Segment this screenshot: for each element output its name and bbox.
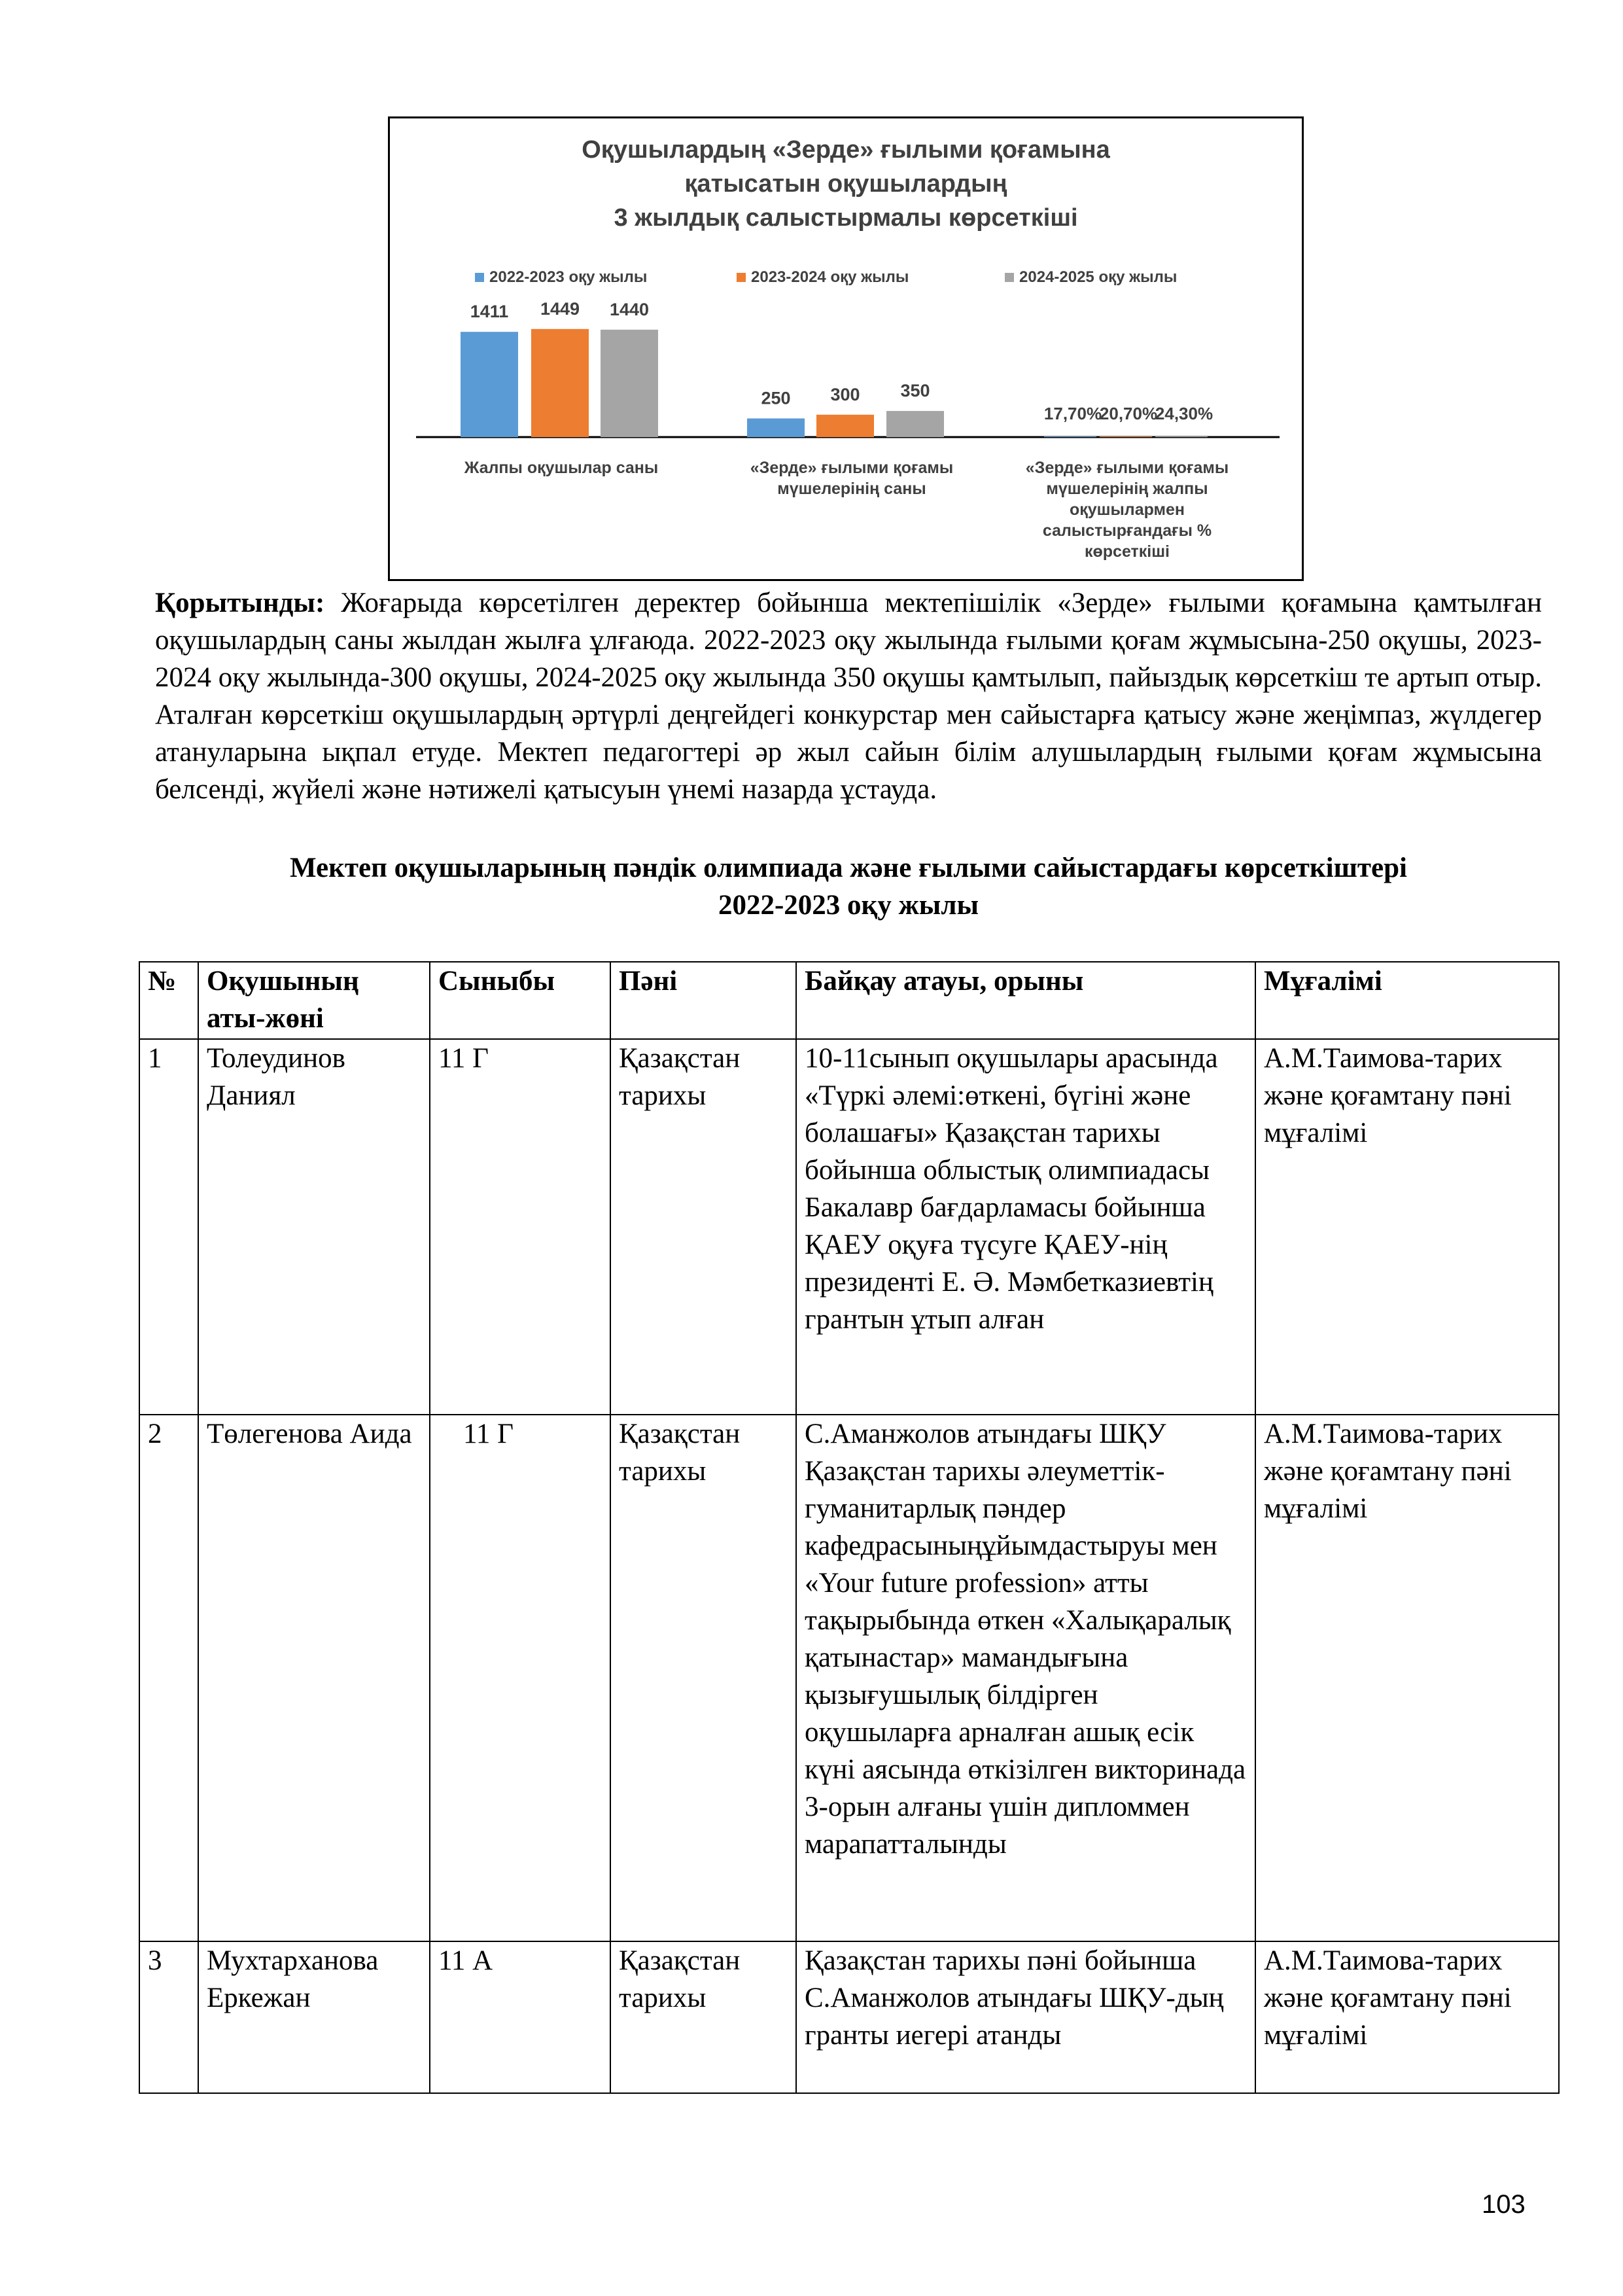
bar-data-label: 24,30% bbox=[1155, 404, 1213, 423]
cell-contest: Қазақстан тарихы пәні бойынша С.Аманжолов атындағы ШҚУ-дың гранты иегері атанды bbox=[796, 1941, 1255, 2093]
cell-student-name: Төлегенова Аида bbox=[198, 1415, 430, 1941]
cell-subject: Қазақстан тарихы bbox=[610, 1415, 796, 1941]
cell-teacher: А.М.Таимова-тарих және қоғамтану пәні мұғалімі bbox=[1255, 1941, 1559, 2093]
section-title: Мектеп оқушыларының пәндік олимпиада және ғылыми сайыстардағы көрсеткіштері bbox=[289, 853, 1407, 883]
bar-chart bbox=[390, 118, 1302, 579]
header-teacher: Мұғалімі bbox=[1255, 962, 1559, 1039]
table-header-row bbox=[139, 962, 1559, 1039]
chart-container bbox=[388, 116, 1304, 581]
table-row bbox=[139, 1415, 1559, 1941]
table-row bbox=[139, 1039, 1559, 1415]
chart-bar bbox=[816, 415, 874, 437]
results-table bbox=[139, 961, 1560, 2094]
cell-teacher: А.М.Таимова-тарих және қоғамтану пәні мұғалімі bbox=[1255, 1415, 1559, 1941]
bar-data-label: 20,70% bbox=[1099, 404, 1158, 423]
category-label: мүшелерінің жалпы bbox=[1046, 480, 1208, 498]
cell-contest: С.Аманжолов атындағы ШҚУ Қазақстан тарихы әлеуметтік-гуманитарлық пәндер кафедрасыныңұйымдастыруы мен «Your future profession» атты тақырыбында өткен «Халықаралық қатынастар» мамандығына қызығушылық білдірген оқушыларға арналған ашық есік күні аясында өткізілген викторинада 3-орын алғаны үшін дипломмен марапатталынды bbox=[796, 1415, 1255, 1941]
chart-title-line: Оқушылардың «Зерде» ғылыми қоғамына bbox=[582, 136, 1110, 164]
table-row bbox=[139, 1941, 1559, 2093]
cell-grade: 11 А bbox=[430, 1941, 610, 2093]
category-label: көрсеткіші bbox=[1084, 542, 1170, 561]
category-label: «Зерде» ғылыми қоғамы bbox=[750, 459, 954, 477]
cell-teacher: А.М.Таимова-тарих және қоғамтану пәні мұғалімі bbox=[1255, 1039, 1559, 1415]
cell-student-name: Мухтарханова Еркежан bbox=[198, 1941, 430, 2093]
cell-grade-wrap bbox=[430, 1415, 610, 1941]
cell-number: 3 bbox=[139, 1941, 198, 2093]
header-contest: Байқау атауы, орыны bbox=[796, 962, 1255, 1039]
conclusion-paragraph bbox=[155, 584, 1542, 808]
chart-bar bbox=[1044, 436, 1096, 437]
chart-bar bbox=[531, 329, 589, 437]
chart-bar bbox=[747, 419, 805, 438]
cell-subject: Қазақстан тарихы bbox=[610, 1039, 796, 1415]
category-label: салыстырғандағы % bbox=[1042, 521, 1212, 540]
bar-data-label: 350 bbox=[900, 381, 930, 401]
chart-title-line: 3 жылдық салыстырмалы көрсеткіші bbox=[614, 204, 1078, 232]
cell-contest: 10-11сынып оқушылары арасында «Түркі әлемі:өткені, бүгіні және болашағы» Қазақстан тарихы бойынша облыстық олимпиадасы Бакалавр бағдарламасы бойынша ҚАЕУ оқуға түсуге ҚАЕУ-нің президенті Е. Ә. Мәмбетказиевтің грантын ұтып алған bbox=[796, 1039, 1255, 1415]
conclusion-text: Жоғарыда көрсетілген деректер бойынша мектепішілік «Зерде» ғылыми қоғамына қамтылған оқушылардың саны жылдан жылға ұлғаюда. 2022-2023 оқу жылында ғылыми қоғам жұмысына-250 оқушы, 2023-2024 оқу жылында-300 оқушы, 2024-2025 оқу жылында 350 оқушы қамтылып, пайыздық көрсеткіш те артып отыр. Аталған көрсеткіш оқушылардың әртүрлі деңгейдегі конкурстар мен сайыстарға қатысу және жеңімпаз, жүлдегер атануларына ықпал етуде. Мектеп педагогтері әр жыл сайын білім алушылардың ғылыми қоғам жұмысына белсенді, жүйелі және нәтижелі қатысуын үнемі назарда ұстауда. bbox=[155, 588, 1542, 805]
category-label: мүшелерінің саны bbox=[777, 480, 926, 498]
legend-label: 2023-2024 оқу жылы bbox=[751, 268, 909, 286]
bar-data-label: 17,70% bbox=[1043, 404, 1102, 423]
category-label: «Зерде» ғылыми қоғамы bbox=[1025, 459, 1229, 477]
legend-swatch bbox=[1005, 273, 1014, 282]
header-number: № bbox=[139, 962, 198, 1039]
category-label: Жалпы оқушылар саны bbox=[464, 459, 659, 477]
chart-bar bbox=[601, 330, 658, 437]
legend-swatch bbox=[737, 273, 746, 282]
header-subject: Пәні bbox=[610, 962, 796, 1039]
cell-student-name: Толеудинов Даниял bbox=[198, 1039, 430, 1415]
chart-bar bbox=[1155, 436, 1208, 437]
bar-data-label: 1449 bbox=[540, 298, 580, 319]
chart-title-line: қатысатын оқушылардың bbox=[684, 170, 1007, 198]
page-number: 103 bbox=[1482, 2190, 1526, 2219]
bar-data-label: 1411 bbox=[470, 302, 509, 322]
chart-bar bbox=[461, 332, 518, 437]
header-grade: Сыныбы bbox=[430, 962, 610, 1039]
bar-data-label: 250 bbox=[761, 388, 791, 408]
header-student-name: Оқушының аты-жөні bbox=[198, 962, 430, 1039]
section-subtitle: 2022-2023 оқу жылы bbox=[718, 890, 979, 921]
legend-label: 2024-2025 оқу жылы bbox=[1019, 268, 1178, 286]
cell-number: 1 bbox=[139, 1039, 198, 1415]
bar-data-label: 1440 bbox=[609, 299, 650, 319]
chart-bar bbox=[1100, 436, 1152, 437]
cell-grade: 11 Г bbox=[430, 1039, 610, 1415]
category-label: оқушылармен bbox=[1069, 501, 1185, 519]
cell-subject: Қазақстан тарихы bbox=[610, 1941, 796, 2093]
cell-grade: 11 Г bbox=[463, 1419, 514, 1449]
chart-bar bbox=[886, 411, 944, 437]
legend-swatch bbox=[475, 273, 484, 282]
bar-data-label: 300 bbox=[830, 384, 860, 404]
conclusion-label: Қорытынды: bbox=[155, 588, 325, 618]
legend-label: 2022-2023 оқу жылы bbox=[489, 268, 648, 286]
cell-number: 2 bbox=[139, 1415, 198, 1941]
